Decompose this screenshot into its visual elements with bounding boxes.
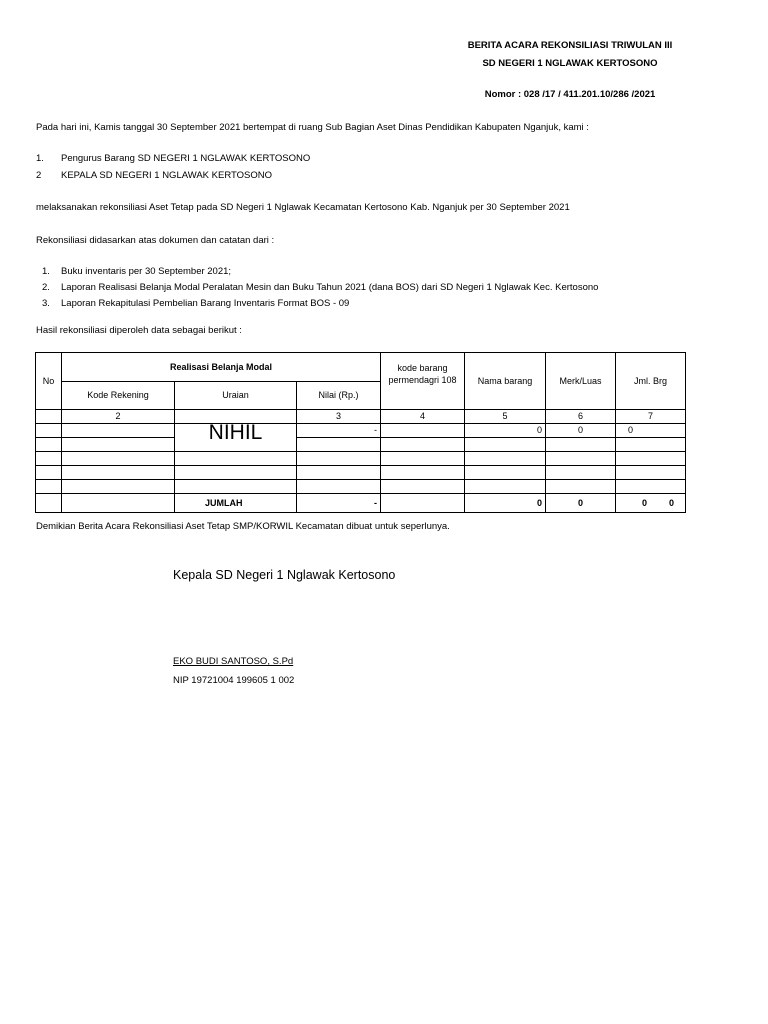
col-header-nama-barang: Nama barang (465, 353, 546, 410)
nilai-cell: - (297, 424, 381, 438)
party-text: Pengurus Barang SD NEGERI 1 NGLAWAK KERTOSONO (61, 153, 311, 164)
document-list-item: Laporan Rekapitulasi Pembelian Barang Inventaris Format BOS - 09 (61, 298, 350, 309)
table-cell (616, 438, 686, 452)
table-cell (297, 466, 381, 480)
table-cell (62, 452, 175, 466)
results-intro: Hasil rekonsiliasi diperoleh data sebagai berikut : (36, 325, 242, 336)
table-cell (36, 410, 62, 424)
merk-cell: 0 (546, 424, 616, 438)
table-cell (36, 452, 62, 466)
total-jml-b: 0 (669, 497, 675, 508)
total-merk: 0 (546, 494, 616, 513)
nama-barang-cell: 0 (465, 424, 546, 438)
table-cell (297, 452, 381, 466)
total-jml-cell (616, 494, 686, 513)
column-number: 3 (297, 410, 381, 424)
table-row (36, 452, 686, 466)
total-jml-a: 0 (641, 497, 647, 508)
signer-nip: NIP 19721004 199605 1 002 (173, 675, 295, 686)
table-cell (175, 480, 297, 494)
signer-title: Kepala SD Negeri 1 Nglawak Kertosono (173, 568, 396, 582)
column-number: 7 (616, 410, 686, 424)
col-header-group: Realisasi Belanja Modal (62, 353, 381, 382)
document-list-item: Buku inventaris per 30 September 2021; (61, 266, 232, 277)
table-row (36, 438, 686, 452)
table-cell (381, 466, 465, 480)
column-number: 6 (546, 410, 616, 424)
table-cell (465, 466, 546, 480)
total-nama-barang: 0 (465, 494, 546, 513)
table-cell (546, 480, 616, 494)
school-name: SD NEGERI 1 NGLAWAK KERTOSONO (482, 58, 658, 69)
document-title: BERITA ACARA REKONSILIASI TRIWULAN III (467, 40, 673, 51)
table-cell (616, 466, 686, 480)
column-number: 5 (465, 410, 546, 424)
statement-paragraph: melaksanakan rekonsiliasi Aset Tetap pada SD Negeri 1 Nglawak Kecamatan Kertosono Kab. Nganjuk per 30 September 2021 (36, 202, 570, 213)
total-label: JUMLAH (175, 494, 297, 513)
uraian-cell (175, 421, 297, 452)
table-cell (36, 424, 62, 438)
jml-cell: 0 (616, 424, 686, 438)
document-list-number: 2. (42, 282, 50, 293)
party-number: 2 (36, 170, 42, 181)
column-number: 2 (62, 410, 175, 424)
party-text: KEPALA SD NEGERI 1 NGLAWAK KERTOSONO (61, 170, 272, 181)
table-cell (36, 480, 62, 494)
intro-paragraph: Pada hari ini, Kamis tanggal 30 September 2021 bertempat di ruang Sub Bagian Aset Dinas Pendidikan Kabupaten Nganjuk, kami : (36, 122, 589, 133)
table-cell (465, 438, 546, 452)
column-number-row (36, 410, 686, 424)
table-cell (381, 480, 465, 494)
signer-name: EKO BUDI SANTOSO, S.Pd (173, 656, 294, 667)
total-nilai: - (297, 494, 381, 513)
table-cell (616, 452, 686, 466)
table-cell (546, 438, 616, 452)
table-cell (62, 438, 175, 452)
table-cell (297, 438, 381, 452)
col-header-nilai: Nilai (Rp.) (297, 382, 381, 410)
total-row (36, 494, 686, 513)
closing-paragraph: Demikian Berita Acara Rekonsiliasi Aset Tetap SMP/KORWIL Kecamatan dibuat untuk seperlunya. (36, 521, 450, 532)
col-header-no: No (36, 353, 62, 410)
table-cell (36, 466, 62, 480)
table-cell (36, 494, 62, 513)
document-list-number: 3. (42, 298, 50, 309)
col-header-uraian: Uraian (175, 382, 297, 410)
nihil-label: NIHIL (208, 421, 263, 444)
table-cell (62, 480, 175, 494)
table-cell (616, 480, 686, 494)
document-list-number: 1. (42, 266, 50, 277)
table-cell (465, 480, 546, 494)
table-cell (381, 438, 465, 452)
document-number: Nomor : 028 /17 / 411.201.10/286 /2021 (484, 89, 656, 100)
col-header-merk: Merk/Luas (546, 353, 616, 410)
table-cell (175, 466, 297, 480)
table-cell (381, 494, 465, 513)
table-cell (62, 494, 175, 513)
table-cell (381, 424, 465, 438)
col-header-kode-rekening: Kode Rekening (62, 382, 175, 410)
document-list-item: Laporan Realisasi Belanja Modal Peralatan Mesin dan Buku Tahun 2021 (dana BOS) dari SD Negeri 1 Nglawak Kec. Kertosono (61, 282, 599, 293)
table-cell (36, 438, 62, 452)
table-row (36, 480, 686, 494)
basis-intro: Rekonsiliasi didasarkan atas dokumen dan catatan dari : (36, 235, 275, 246)
table-row (36, 424, 686, 438)
column-number: 4 (381, 410, 465, 424)
table-cell (546, 452, 616, 466)
table-cell (465, 452, 546, 466)
table-cell (546, 466, 616, 480)
table-header-row (36, 353, 686, 382)
table-cell (297, 480, 381, 494)
table-cell (62, 424, 175, 438)
table-cell (62, 466, 175, 480)
table-cell (175, 452, 297, 466)
table-row (36, 466, 686, 480)
reconciliation-table (35, 352, 686, 513)
col-header-kode-barang: kode barang permendagri 108 (381, 353, 465, 410)
col-header-jml: Jml. Brg (616, 353, 686, 410)
table-cell (381, 452, 465, 466)
party-number: 1. (36, 153, 44, 164)
